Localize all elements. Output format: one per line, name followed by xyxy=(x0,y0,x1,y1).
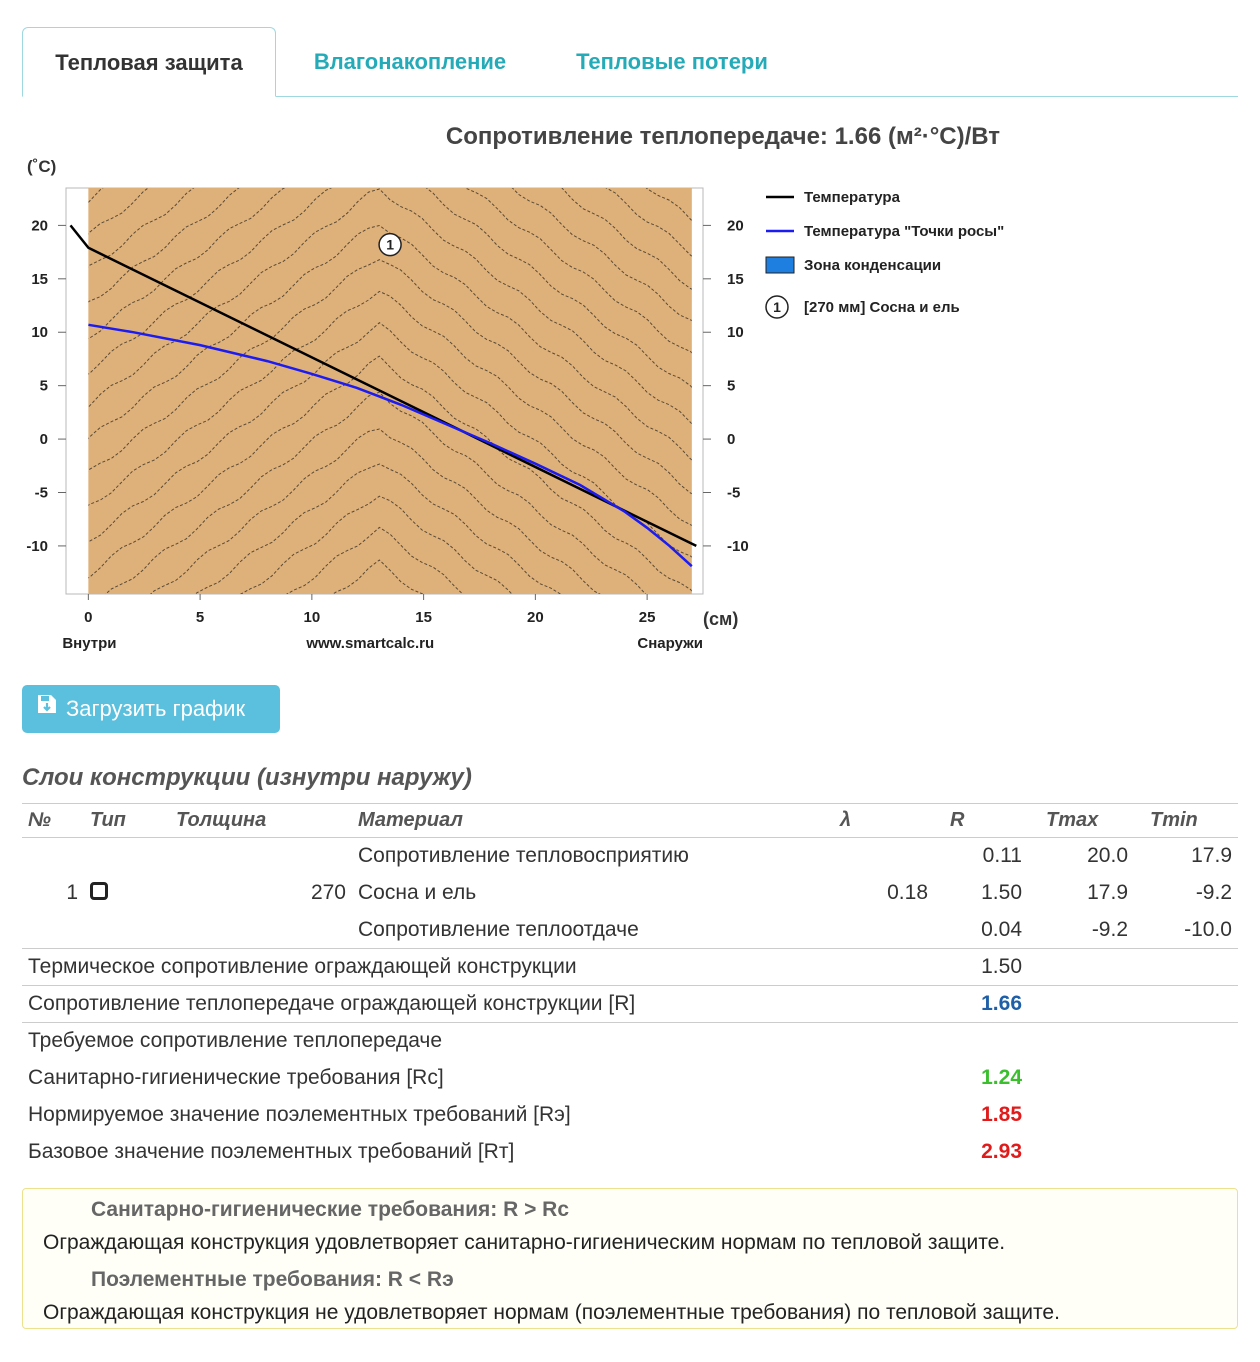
row-tmin: -10.0 xyxy=(1184,917,1232,941)
summary-label: Нормируемое значение поэлементных требований [Rэ] xyxy=(28,1103,571,1126)
x-axis-unit: (см) xyxy=(703,609,739,629)
header-num: № xyxy=(22,804,84,838)
y-tick-label-right: -10 xyxy=(727,537,749,555)
row-material: Сопротивление тепловосприятию xyxy=(358,844,689,868)
tab-moisture-accumulation[interactable]: Влагонакопление xyxy=(313,49,507,74)
wood-grain-line xyxy=(68,668,711,670)
table-row xyxy=(22,838,1238,875)
y-tick-label-left: 20 xyxy=(31,217,48,235)
layers-section-title: Слои конструкции (изнутри наружу) xyxy=(22,764,472,791)
x-tick-label: 0 xyxy=(84,609,93,626)
save-download-icon xyxy=(36,684,58,732)
chart-svg xyxy=(0,110,1260,670)
row-r: 0.04 xyxy=(981,917,1022,941)
row-material: Сосна и ель xyxy=(358,881,477,904)
legend-label: Температура xyxy=(804,189,900,206)
x-label-inside: Внутри xyxy=(62,635,117,652)
summary-value: 1.50 xyxy=(934,949,1028,986)
layers-table xyxy=(22,803,1238,1171)
y-tick-label-right: 20 xyxy=(727,217,744,235)
tab-heat-losses[interactable]: Тепловые потери xyxy=(576,49,768,74)
y-tick-label-left: -5 xyxy=(34,484,48,502)
table-row xyxy=(22,912,1238,949)
x-tick-label: 15 xyxy=(415,609,432,626)
y-axis-unit: (˚С) xyxy=(27,157,57,176)
x-tick-label: 10 xyxy=(303,609,321,626)
y-tick-label-right: 0 xyxy=(727,431,736,449)
temperature-chart xyxy=(0,110,1260,670)
y-tick-label-left: 0 xyxy=(39,431,48,449)
layer-marker-label: 1 xyxy=(386,236,394,253)
note-heading-sanitary: Санитарно-гигиенические требования: R > Rc xyxy=(91,1198,570,1221)
row-tmin: 17.9 xyxy=(1191,844,1232,868)
tab-thermal-protection[interactable]: Тепловая защита xyxy=(22,27,276,97)
summary-value-r: 1.66 xyxy=(934,986,1028,1023)
row-tmax: 20.0 xyxy=(1087,844,1128,868)
summary-label: Базовое значение поэлементных требований [Rт] xyxy=(28,1140,515,1163)
x-tick-label: 25 xyxy=(638,609,656,626)
legend-marker-label: 1 xyxy=(773,299,781,315)
y-tick-label-right: 5 xyxy=(727,377,736,395)
y-tick-label-left: 5 xyxy=(39,377,48,395)
row-r: 1.50 xyxy=(981,881,1022,904)
row-tmin: -9.2 xyxy=(1195,881,1232,904)
wood-grain-line xyxy=(68,595,711,670)
tab-bar xyxy=(22,27,1238,97)
download-chart-label: Загрузить график xyxy=(66,696,246,721)
summary-label: Сопротивление теплопередаче ограждающей конструкции [R] xyxy=(22,986,934,1023)
header-tmax: Tmax xyxy=(1028,804,1134,838)
summary-row xyxy=(22,1134,1238,1171)
summary-label: Требуемое сопротивление теплопередаче xyxy=(22,1023,934,1060)
row-thickness: 270 xyxy=(310,881,346,904)
summary-value-rc: 1.24 xyxy=(981,1066,1022,1089)
y-tick-label-left: 10 xyxy=(31,324,48,342)
legend-label: [270 мм] Сосна и ель xyxy=(804,299,960,316)
row-num: 1 xyxy=(66,881,78,904)
note-text-element: Ограждающая конструкция не удовлетворяет нормам (поэлементные требования) по тепловой защите. xyxy=(43,1301,1060,1324)
header-material: Материал xyxy=(352,804,834,838)
table-header-row xyxy=(22,804,1238,838)
y-tick-label-left: 15 xyxy=(31,270,48,288)
summary-row xyxy=(22,949,1238,986)
download-chart-button[interactable] xyxy=(22,685,280,733)
legend-label: Температура "Точки росы" xyxy=(804,223,1005,240)
row-tmax: -9.2 xyxy=(1091,917,1128,941)
legend-label: Зона конденсации xyxy=(804,257,942,274)
row-lambda: 0.18 xyxy=(887,881,928,904)
x-label-site: www.smartcalc.ru xyxy=(306,635,435,652)
summary-row xyxy=(22,1097,1238,1134)
y-tick-label-right: -5 xyxy=(727,484,741,502)
header-r: R xyxy=(934,804,1028,838)
layer-type-icon xyxy=(90,882,108,900)
summary-row xyxy=(22,1023,1238,1060)
y-tick-label-right: 15 xyxy=(727,270,744,288)
chart-title: Сопротивление теплопередаче: 1.66 (м²·°С)/Вт xyxy=(445,123,1001,150)
x-tick-label: 20 xyxy=(527,609,544,626)
x-label-outside: Снаружи xyxy=(637,635,703,652)
legend-box-swatch xyxy=(766,257,794,273)
summary-row xyxy=(22,1060,1238,1097)
x-tick-label: 5 xyxy=(195,609,205,626)
summary-row xyxy=(22,986,1238,1023)
summary-value-rt: 2.93 xyxy=(981,1140,1022,1163)
row-material: Сопротивление теплоотдаче xyxy=(358,917,639,941)
header-tmin: Tmin xyxy=(1134,804,1238,838)
header-thickness: Толщина xyxy=(170,804,352,838)
note-text-sanitary: Ограждающая конструкция удовлетворяет санитарно-гигиеническим нормам по тепловой защите. xyxy=(43,1231,1006,1254)
summary-value-re: 1.85 xyxy=(981,1103,1022,1126)
header-type: Тип xyxy=(84,804,170,838)
row-r: 0.11 xyxy=(982,844,1022,868)
note-heading-element: Поэлементные требования: R < Rэ xyxy=(91,1268,454,1291)
summary-label: Санитарно-гигиенические требования [Rc] xyxy=(28,1066,444,1089)
summary-label: Термическое сопротивление ограждающей конструкции xyxy=(22,949,934,986)
row-tmax: 17.9 xyxy=(1087,881,1128,904)
y-tick-label-left: -10 xyxy=(26,537,48,555)
table-row xyxy=(22,875,1238,912)
header-lambda: λ xyxy=(834,804,934,838)
requirements-notes xyxy=(22,1188,1238,1329)
y-tick-label-right: 10 xyxy=(727,324,744,342)
